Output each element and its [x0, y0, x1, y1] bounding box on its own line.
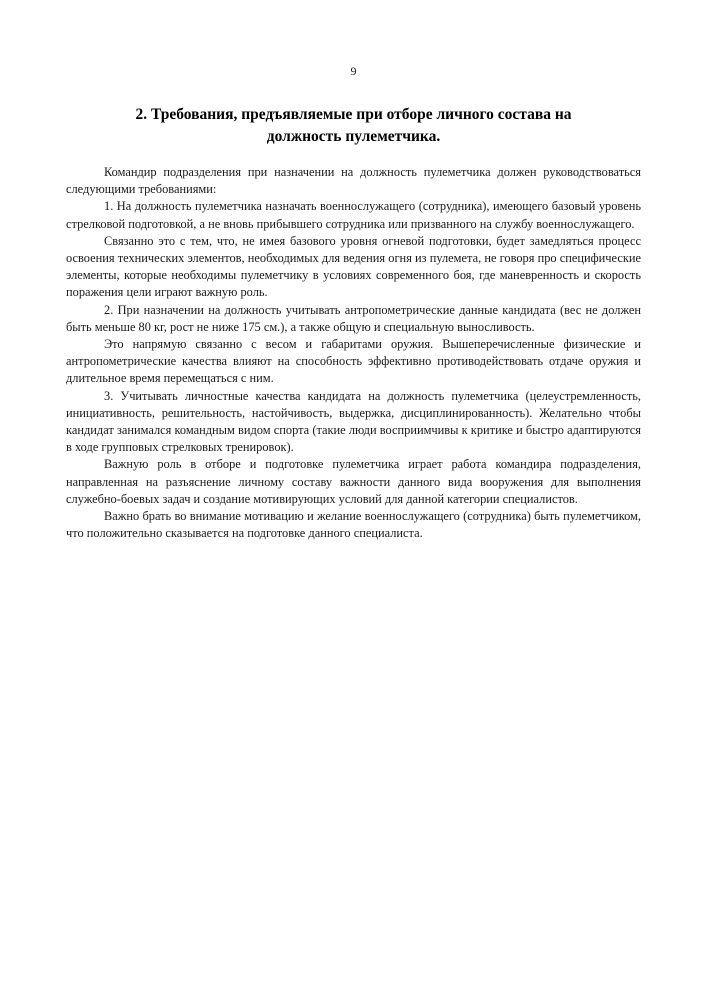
paragraph: Важную роль в отборе и подготовке пулеметчика играет работа командира подразделения, направленная на разъяснение личному составу важности данного вида вооружения для выполнения служебно-боевых задач и создание мотивирующих условий для данной категории специалистов. — [66, 457, 641, 506]
paragraph: 1. На должность пулеметчика назначать военнослужащего (сотрудника), имеющего базовый уровень стрелковой подготовкой, а не вновь прибывшего сотрудника или призванного на службу военнослужащего. — [66, 199, 641, 231]
page-number: 9 — [350, 64, 357, 78]
paragraph: 3. Учитывать личностные качества кандидата на должность пулеметчика (целеустремленность, инициативность, решительность, настойчивость, выдержка, дисциплинированность). Желательно чтобы кандидат занимался командным видом спорта (такие люди восприимчивы к критике и быстро адаптируются в ходе групповых стрелковых тренировок). — [66, 388, 641, 455]
paragraph: Важно брать во внимание мотивацию и желание военнослужащего (сотрудника) быть пулеметчиком, что положительно сказывается на подготовке данного специалиста. — [66, 509, 641, 541]
paragraph: Связанно это с тем, что, не имея базового уровня огневой подготовки, будет замедляться процесс освоения технических элементов, необходимых для ведения огня из пулемета, не говоря про специфические элементы, которые необходимы пулеметчику в условиях современного боя, где маневренность и скорость поражения цели играют важную роль. — [66, 233, 641, 300]
paragraph: Командир подразделения при назначении на должность пулеметчика должен руководствоваться следующими требованиями: — [66, 165, 641, 197]
paragraph: 2. При назначении на должность учитывать антропометрические данные кандидата (вес не должен быть меньше 80 кг, рост не ниже 175 см.), а также общую и специальную выносливость. — [66, 302, 641, 334]
page-title: 2. Требования, предъявляемые при отборе личного состава на должность пулеметчика. — [135, 106, 572, 145]
paragraph: Это напрямую связанно с весом и габаритами оружия. Вышеперечисленные физические и антропометрические качества влияют на способность эффективно противодействовать отдаче оружия и длительное время перемещаться с ним. — [66, 337, 641, 386]
document-body — [66, 164, 641, 542]
